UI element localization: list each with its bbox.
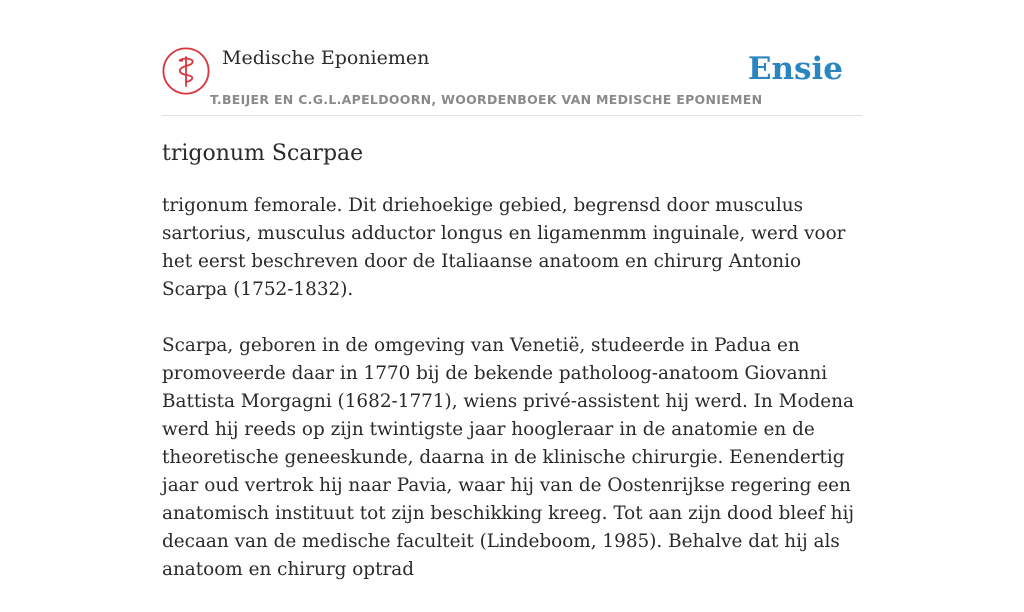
entry-body	[162, 192, 862, 612]
source-subtitle: T.BEIJER EN C.G.L.APELDOORN, WOORDENBOEK VAN MEDISCHE EPONIEMEN	[210, 92, 763, 107]
source-header	[162, 46, 862, 116]
entry-title: trigonum Scarpae	[162, 141, 364, 166]
ensie-logo[interactable]: Ensie	[747, 51, 843, 87]
entry-paragraph: trigonum femorale. Dit driehoekige gebied, begrensd door musculus sartorius, musculus adductor longus en ligamenmm inguinale, werd voor het eerst beschreven door de Italiaanse anatoom en chirurg Antonio Scarpa (1752-1832).	[162, 195, 846, 300]
source-title[interactable]: Medische Eponiemen	[222, 47, 430, 69]
entry-paragraph: Scarpa, geboren in de omgeving van Venetië, studeerde in Padua en promoveerde daar in 1770 bij de bekende patholoog-anatoom Giovanni Battista Morgagni (1682-1771), wiens privé-assistent hij werd. In Modena werd hij reeds op zijn twintigste jaar hoogleraar in de anatomie en de theoretische geneeskunde, daarna in de klinische chirurgie. Eenendertig jaar oud vertrok hij naar Pavia, waar hij van de Oostenrijkse regering een anatomisch instituut tot zijn beschikking kreeg. Tot aan zijn dood bleef hij decaan van de medische faculteit (Lindeboom, 1985). Behalve dat hij als anatoom en chirurg optrad	[162, 335, 855, 580]
caduceus-icon[interactable]	[162, 47, 210, 95]
